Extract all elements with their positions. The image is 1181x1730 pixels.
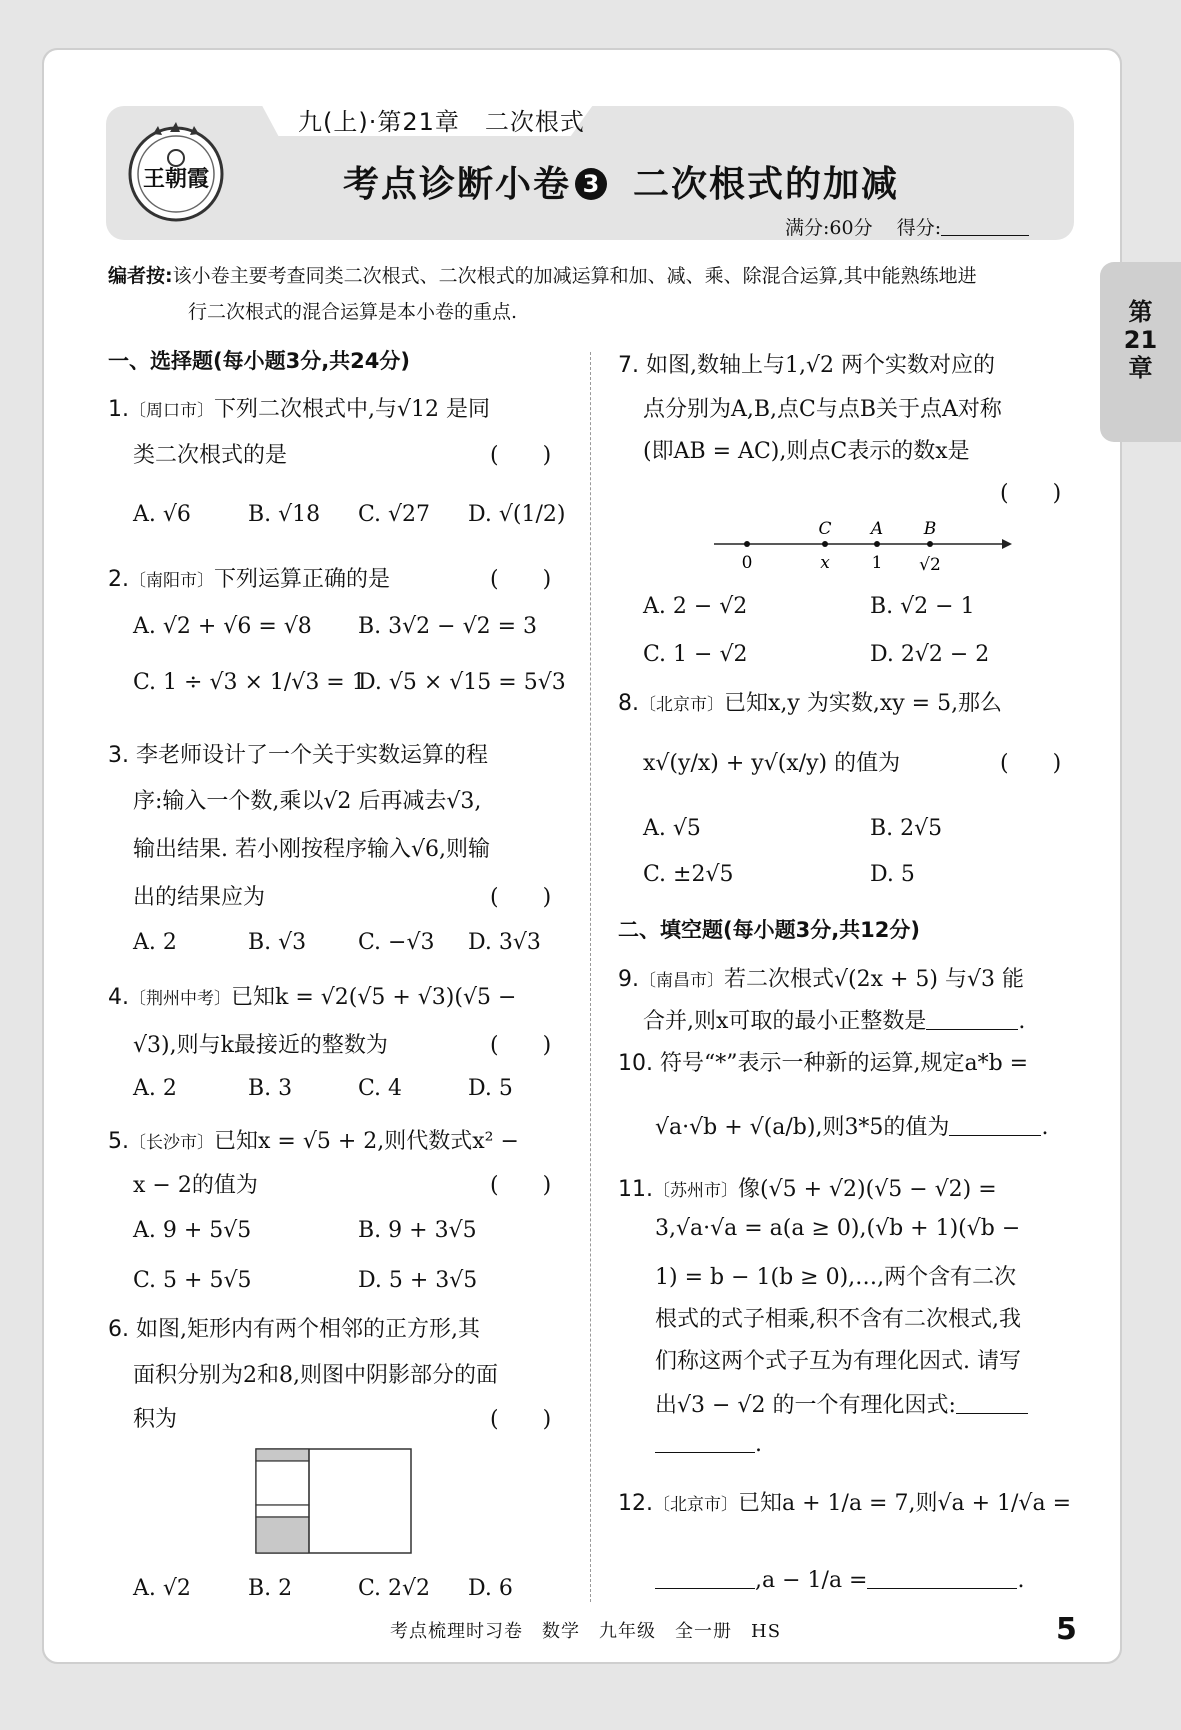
- q5-text1: 已知x = √5 + 2,则代数式x² −: [214, 1129, 519, 1154]
- q6-rectangle-figure: [255, 1448, 415, 1556]
- q1-option-d: D. √(1/2): [468, 502, 566, 527]
- q12-text2: ,a − 1/a =: [755, 1568, 868, 1593]
- q2-number: 2.: [108, 567, 129, 592]
- q5-line1: [108, 1124, 519, 1155]
- axis-label-a: A: [870, 519, 884, 539]
- q5-option-d: D. 5 + 3√5: [358, 1268, 478, 1293]
- q6-line2: 面积分别为2和8,则图中阴影部分的面: [133, 1363, 498, 1388]
- q12-line2: ,a − 1/a = .: [655, 1568, 1024, 1593]
- q2-line1: [108, 562, 390, 593]
- q6-option-b: B. 2: [248, 1576, 293, 1601]
- axis-label-b: B: [923, 519, 937, 539]
- note-line2: 行二次根式的混合运算是本小卷的重点.: [188, 301, 518, 323]
- q3-number: 3.: [108, 743, 129, 768]
- q2-text1: 下列运算正确的是: [214, 567, 391, 592]
- q12-text1: 已知a + 1/a = 7,则√a + 1/√a =: [738, 1491, 1071, 1516]
- q6-text1: 如图,矩形内有两个相邻的正方形,其: [136, 1317, 480, 1342]
- q6-number: 6.: [108, 1317, 129, 1342]
- q7-line2: 点分别为A,B,点C与点B关于点A对称: [643, 397, 1002, 422]
- q4-option-b: B. 3: [248, 1076, 293, 1101]
- q11-text1: 像(√5 + √2)(√5 − √2) =: [738, 1177, 997, 1202]
- q1-text1: 下列二次根式中,与√12 是同: [214, 397, 490, 422]
- q2-option-b: B. 3√2 − √2 = 3: [358, 614, 538, 639]
- q3-line3: 输出结果. 若小刚按程序输入√6,则输: [133, 837, 490, 862]
- title-main: 二次根式的加减: [633, 164, 900, 205]
- q11-line4: 根式的式子相乘,积不含有二次根式,我: [655, 1307, 1021, 1332]
- note-line1: 该小卷主要考查同类二次根式、二次根式的加减运算和加、减、乘、除混合运算,其中能熟练地进: [172, 265, 977, 287]
- q12-answer-blank-a[interactable]: [655, 1568, 755, 1589]
- q7-option-b: B. √2 − 1: [870, 594, 975, 619]
- q10-text1: 符号“*”表示一种新的运算,规定a*b =: [660, 1051, 1029, 1076]
- q9-line1: [618, 962, 1024, 993]
- q6-line1: [108, 1312, 480, 1343]
- q4-line1: [108, 980, 516, 1011]
- q4-answer-paren[interactable]: ( ): [490, 1033, 552, 1058]
- q10-number: 10.: [618, 1051, 653, 1076]
- score-line: [785, 213, 1029, 240]
- q12-number: 12.: [618, 1491, 653, 1516]
- q10-line2: √a·√b + √(a/b),则3*5的值为 .: [655, 1115, 1049, 1140]
- q3-line4: 出的结果应为: [133, 885, 266, 910]
- score-label: 得分:: [896, 217, 942, 239]
- q9-text1: 若二次根式√(2x + 5) 与√3 能: [724, 967, 1025, 992]
- q4-source: 〔荆州中考〕: [129, 989, 231, 1009]
- q8-answer-paren[interactable]: ( ): [1000, 751, 1062, 776]
- axis-label-c: C: [818, 519, 832, 539]
- q3-answer-paren[interactable]: ( ): [490, 885, 552, 910]
- q11-source: 〔苏州市〕: [653, 1181, 738, 1201]
- q8-option-b: B. 2√5: [870, 816, 943, 841]
- q8-line2: x√(y/x) + y√(x/y) 的值为: [643, 751, 901, 776]
- q10-text2: √a·√b + √(a/b),则3*5的值为: [655, 1115, 950, 1140]
- side-tab-line2: 21: [1123, 326, 1158, 354]
- q5-answer-paren[interactable]: ( ): [490, 1173, 552, 1198]
- axis-label-root2: √2: [919, 555, 941, 575]
- q1-answer-paren[interactable]: ( ): [490, 443, 552, 468]
- q11-answer-blank-b[interactable]: [655, 1432, 755, 1453]
- q11-number: 11.: [618, 1177, 653, 1202]
- q3-line1: [108, 738, 488, 769]
- q5-source: 〔长沙市〕: [129, 1133, 214, 1153]
- q10-line1: [618, 1046, 1028, 1077]
- q2-answer-paren[interactable]: ( ): [490, 567, 552, 592]
- q7-option-c: C. 1 − √2: [643, 642, 748, 667]
- q6-line3: 积为: [133, 1407, 178, 1432]
- q7-option-d: D. 2√2 − 2: [870, 642, 990, 667]
- column-separator: [590, 352, 591, 1602]
- q11-line6: [655, 1388, 1028, 1419]
- q1-line2: 类二次根式的是: [133, 443, 288, 468]
- q5-number: 5.: [108, 1129, 129, 1154]
- q8-text1: 已知x,y 为实数,xy = 5,那么: [724, 691, 1003, 716]
- q11-line5: 们称这两个式子互为有理化因式. 请写: [655, 1349, 1021, 1374]
- q8-number: 8.: [618, 691, 639, 716]
- q7-number-line: [712, 518, 1012, 578]
- q12-source: 〔北京市〕: [653, 1495, 738, 1515]
- q8-option-d: D. 5: [870, 862, 915, 887]
- q5-option-a: A. 9 + 5√5: [133, 1218, 252, 1243]
- q1-line1: [108, 392, 490, 423]
- q3-option-a: A. 2: [133, 930, 177, 955]
- editor-note: [108, 258, 1078, 330]
- q11-line2: 3,√a·√a = a(a ≥ 0),(√b + 1)(√b −: [655, 1216, 1021, 1241]
- axis-label-one: 1: [871, 553, 883, 573]
- q2-source: 〔南阳市〕: [129, 571, 214, 591]
- chapter-side-tab: [1100, 262, 1181, 442]
- q2-option-a: A. √2 + √6 = √8: [133, 614, 312, 639]
- q6-option-a: A. √2: [133, 1576, 191, 1601]
- title-prefix: 考点诊断小卷: [343, 164, 572, 205]
- section-choice-title: 一、选择题(每小题3分,共24分): [108, 349, 411, 373]
- q4-option-c: C. 4: [358, 1076, 403, 1101]
- q3-option-b: B. √3: [248, 930, 307, 955]
- q11-answer-blank-a[interactable]: [956, 1393, 1028, 1414]
- title-number-badge: 3: [575, 168, 607, 200]
- score-blank[interactable]: [941, 217, 1029, 236]
- q3-option-d: D. 3√3: [468, 930, 541, 955]
- q5-option-b: B. 9 + 3√5: [358, 1218, 477, 1243]
- q8-option-a: A. √5: [643, 816, 701, 841]
- q3-option-c: C. −√3: [358, 930, 435, 955]
- q8-line1: [618, 686, 1002, 717]
- note-label: 编者按:: [108, 265, 173, 287]
- q4-option-a: A. 2: [133, 1076, 177, 1101]
- q8-source: 〔北京市〕: [639, 695, 724, 715]
- q3-text1: 李老师设计了一个关于实数运算的程: [136, 743, 489, 768]
- q5-option-c: C. 5 + 5√5: [133, 1268, 252, 1293]
- q4-text1: 已知k = √2(√5 + √3)(√5 −: [231, 985, 517, 1010]
- q7-text1: 如图,数轴上与1,√2 两个实数对应的: [646, 353, 995, 378]
- q2-option-d: D. √5 × √15 = 5√3: [358, 670, 566, 695]
- q1-option-b: B. √18: [248, 502, 321, 527]
- q6-option-c: C. 2√2: [358, 1576, 431, 1601]
- q11-line7: .: [655, 1432, 762, 1457]
- side-tab-line1: 第: [1128, 298, 1153, 326]
- axis-label-zero: 0: [741, 553, 753, 573]
- q7-line3: (即AB = AC),则点C表示的数x是: [643, 439, 970, 464]
- q7-number: 7.: [618, 353, 639, 378]
- side-tab-line3: 章: [1128, 354, 1153, 382]
- q3-line2: 序:输入一个数,乘以√2 后再减去√3,: [133, 789, 482, 814]
- footer-text: 考点梳理时习卷 数学 九年级 全一册 HS: [390, 1621, 782, 1642]
- q11-line3: 1) = b − 1(b ≥ 0),…,两个含有二次: [655, 1265, 1017, 1290]
- q4-option-d: D. 5: [468, 1076, 513, 1101]
- chapter-label: 九(上)·第21章 二次根式: [298, 108, 585, 136]
- q9-number: 9.: [618, 967, 639, 992]
- q9-line2: 合并,则x可取的最小正整数是 .: [643, 1009, 1026, 1034]
- q7-option-a: A. 2 − √2: [643, 594, 748, 619]
- q4-number: 4.: [108, 985, 129, 1010]
- q6-answer-paren[interactable]: ( ): [490, 1407, 552, 1432]
- full-score: 满分:60分: [785, 217, 873, 239]
- q11-text6: 出√3 − √2 的一个有理化因式:: [655, 1393, 956, 1418]
- q6-option-d: D. 6: [468, 1576, 513, 1601]
- publisher-logo: [120, 116, 232, 224]
- axis-label-x: x: [820, 553, 830, 573]
- logo-text: 王朝霞: [142, 166, 210, 192]
- q9-answer-blank[interactable]: [926, 1009, 1018, 1030]
- page-title: [343, 156, 899, 207]
- q7-line1: [618, 348, 995, 379]
- q1-option-c: C. √27: [358, 502, 431, 527]
- page-number: 5: [1056, 1612, 1077, 1647]
- q1-source: 〔周口市〕: [129, 401, 214, 421]
- q5-line2: x − 2的值为: [133, 1173, 258, 1198]
- q4-line2: √3),则与k最接近的整数为: [133, 1033, 388, 1058]
- q9-source: 〔南昌市〕: [639, 971, 724, 991]
- q8-option-c: C. ±2√5: [643, 862, 734, 887]
- q2-option-c: C. 1 ÷ √3 × 1/√3 = 1: [133, 670, 366, 695]
- q1-option-a: A. √6: [133, 502, 191, 527]
- q7-answer-paren[interactable]: ( ): [1000, 481, 1062, 506]
- q9-text2: 合并,则x可取的最小正整数是: [643, 1009, 927, 1034]
- q1-number: 1.: [108, 397, 129, 422]
- q10-answer-blank[interactable]: [949, 1115, 1041, 1136]
- q11-line1: [618, 1172, 997, 1203]
- q12-answer-blank-b[interactable]: [867, 1568, 1017, 1589]
- q12-line1: [618, 1486, 1071, 1517]
- section-fill-title: 二、填空题(每小题3分,共12分): [618, 918, 921, 942]
